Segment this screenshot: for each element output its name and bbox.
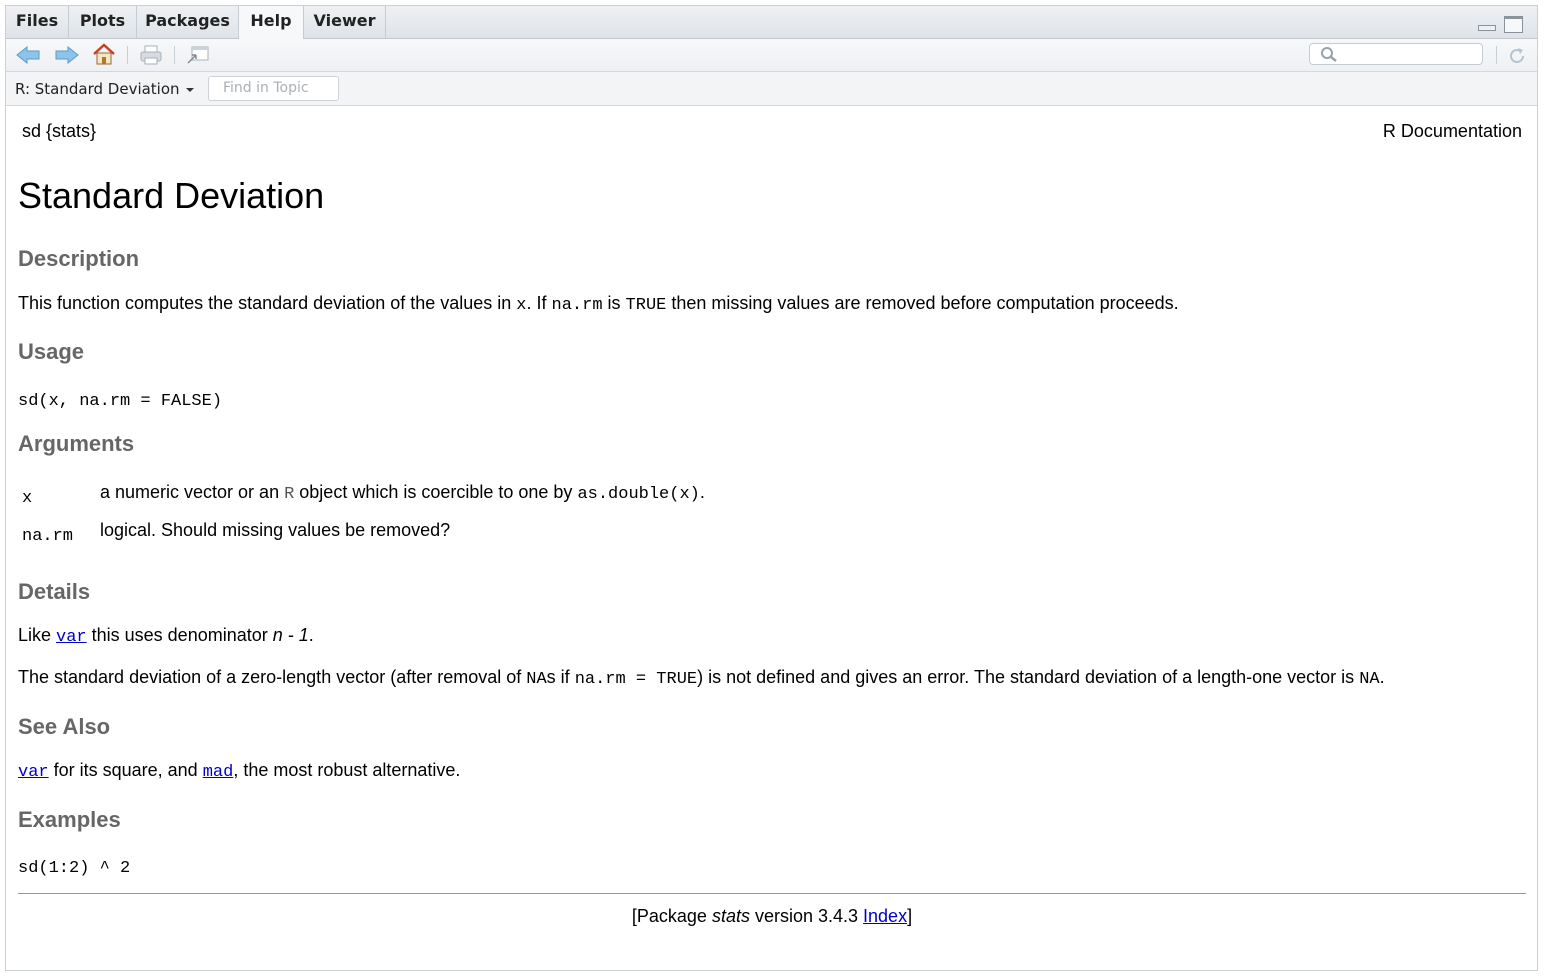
details-paragraph-2: The standard deviation of a zero-length vector (after removal of NAs if na.rm = TRUE) is not defined and gives an error. The standard deviation of a length-one vector is NA. <box>18 667 1385 689</box>
tab-viewer[interactable]: Viewer <box>304 6 386 38</box>
help-toolbar <box>6 39 1537 72</box>
maximize-icon[interactable] <box>1504 16 1523 33</box>
tab-files[interactable]: Files <box>6 6 69 38</box>
chevron-down-icon <box>186 88 194 92</box>
back-arrow-icon[interactable] <box>16 46 40 69</box>
argument-name-x: x <box>22 489 33 508</box>
section-heading-usage: Usage <box>18 339 85 364</box>
show-in-window-icon[interactable] <box>187 46 209 69</box>
var-link[interactable]: var <box>18 763 49 782</box>
section-heading-description: Description <box>18 246 140 271</box>
mad-link[interactable]: mad <box>202 763 234 782</box>
help-search-input[interactable] <box>1309 43 1483 65</box>
index-link[interactable]: Index <box>863 906 908 926</box>
search-icon <box>1320 46 1338 67</box>
tab-help[interactable]: Help <box>239 6 304 39</box>
tab-packages[interactable]: Packages <box>137 6 239 38</box>
argument-desc-na-rm: logical. Should missing values be removed? <box>100 520 451 540</box>
section-heading-examples: Examples <box>18 807 121 832</box>
page-title: Standard Deviation <box>18 175 325 216</box>
topic-bar <box>6 72 1537 106</box>
examples-code: sd(1:2) ^ 2 <box>18 859 131 878</box>
footer-divider <box>18 893 1526 894</box>
find-in-topic-input[interactable]: Find in Topic <box>208 76 339 101</box>
doc-package-label: sd {stats} <box>22 121 97 141</box>
home-icon[interactable] <box>92 43 116 70</box>
argument-desc-x: a numeric vector or an R object which is coercible to one by as.double(x). <box>100 482 705 504</box>
var-link[interactable]: var <box>56 628 87 647</box>
refresh-icon[interactable] <box>1507 46 1527 71</box>
tab-bar <box>6 6 1537 39</box>
usage-code: sd(x, na.rm = FALSE) <box>18 392 223 411</box>
tab-plots[interactable]: Plots <box>69 6 137 38</box>
section-heading-see-also: See Also <box>18 714 111 739</box>
topic-dropdown[interactable] <box>15 78 194 100</box>
minimize-icon[interactable] <box>1478 25 1496 31</box>
help-pane <box>5 5 1538 971</box>
argument-name-na-rm: na.rm <box>22 527 74 546</box>
doc-r-documentation-label: R Documentation <box>1382 121 1522 141</box>
section-heading-arguments: Arguments <box>18 431 135 456</box>
print-icon[interactable] <box>140 45 162 70</box>
details-paragraph-1: Like var this uses denominator n - 1. <box>18 625 314 647</box>
see-also-paragraph: var for its square, and mad, the most robust alternative. <box>18 760 461 782</box>
topic-dropdown-label: R: Standard Deviation <box>15 80 180 98</box>
section-heading-details: Details <box>18 579 91 604</box>
description-paragraph: This function computes the standard deviation of the values in x. If na.rm is TRUE then missing values are removed before computation proceeds. <box>18 293 1179 315</box>
package-footer: [Package stats version 3.4.3 Index] <box>631 906 913 926</box>
forward-arrow-icon[interactable] <box>55 46 79 69</box>
